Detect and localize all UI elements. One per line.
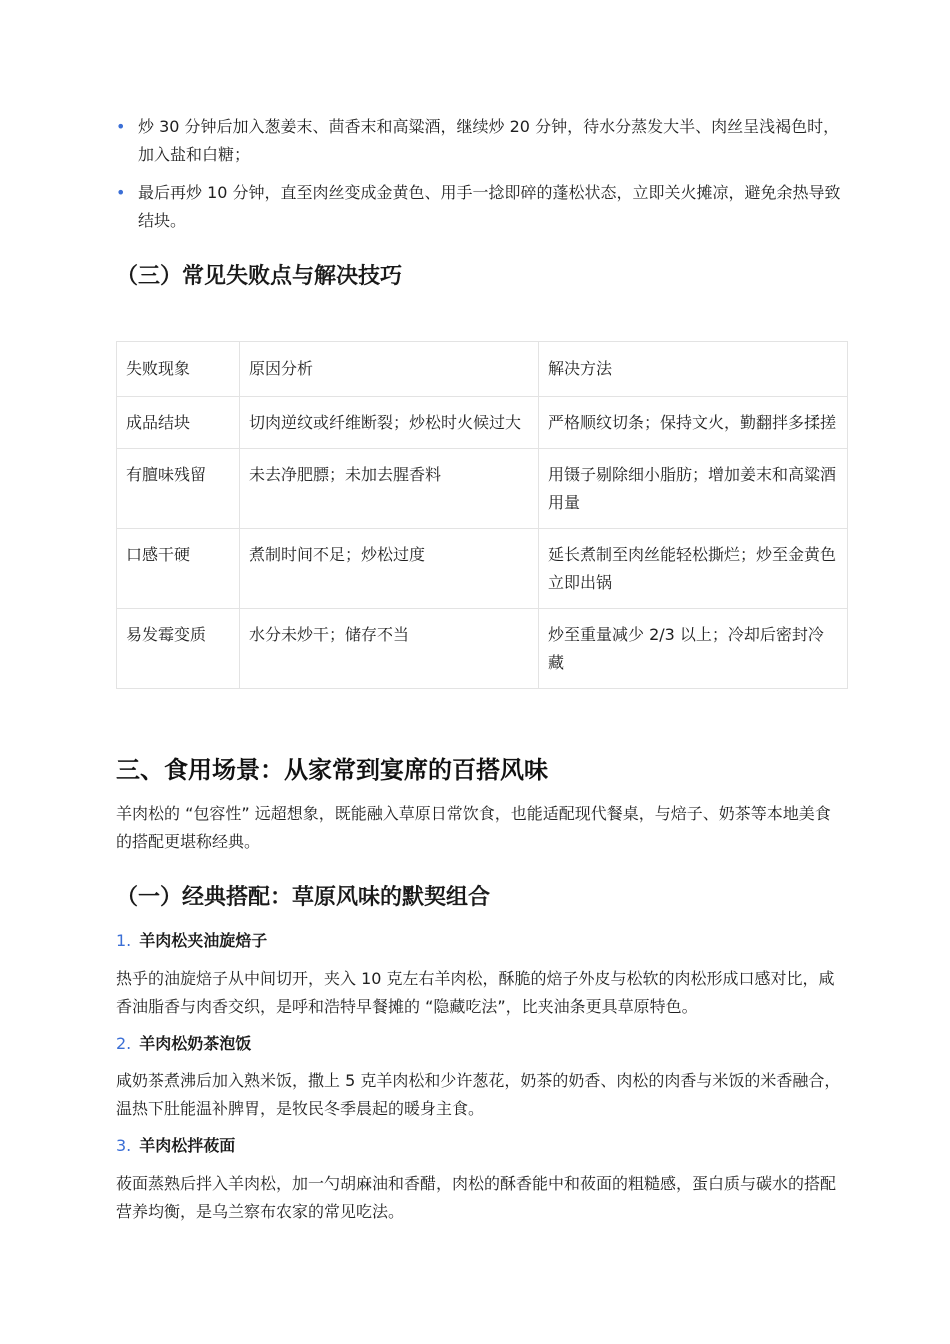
section-title-scenarios: 三、食用场景：从家常到宴席的百搭风味 [116, 756, 548, 784]
bullet-text: 最后再炒 10 分钟，直至肉丝变成金黄色、用手一捻即碎的蓬松状态，立即关火摊凉，避免余热导致结块。 [138, 183, 841, 230]
table-row [117, 609, 848, 689]
list-item [116, 179, 844, 235]
table-cell: 延长煮制至肉丝能轻松撕烂；炒至金黄色立即出锅 [539, 529, 848, 609]
item-number: 2. [116, 1034, 132, 1053]
table-cell: 易发霉变质 [117, 609, 240, 689]
bullet-icon: • [116, 117, 126, 136]
item-title: 羊肉松奶茶泡饭 [139, 1034, 252, 1053]
table-header-row [117, 342, 848, 397]
item-description: 莜面蒸熟后拌入羊肉松，加一勺胡麻油和香醋，肉松的酥香能中和莜面的粗糙感，蛋白质与碳水的搭配营养均衡，是乌兰察布农家的常见吃法。 [116, 1174, 837, 1221]
list-item [116, 113, 844, 169]
subsection-title-failures: （三）常见失败点与解决技巧 [116, 264, 403, 289]
numbered-item-title [116, 929, 267, 953]
table-cell: 水分未炒干；储存不当 [240, 609, 539, 689]
table-cell: 用镊子剔除细小脂肪；增加姜末和高粱酒用量 [539, 449, 848, 529]
table-cell: 炒至重量减少 2/3 以上；冷却后密封冷藏 [539, 609, 848, 689]
item-number: 1. [116, 931, 132, 950]
section-intro: 羊肉松的 “包容性” 远超想象，既能融入草原日常饮食，也能适配现代餐桌，与焙子、奶茶等本地美食的搭配更堪称经典。 [116, 804, 831, 851]
item-title: 羊肉松夹油旋焙子 [139, 931, 268, 950]
table-cell: 成品结块 [117, 397, 240, 449]
item-description: 咸奶茶煮沸后加入熟米饭，撒上 5 克羊肉松和少许葱花，奶茶的奶香、肉松的肉香与米饭的米香融合，温热下肚能温补脾胃，是牧民冬季晨起的暖身主食。 [116, 1071, 841, 1118]
failure-table [116, 341, 848, 689]
table-cell: 口感干硬 [117, 529, 240, 609]
table-row [117, 449, 848, 529]
subsection-title-pairings: （一）经典搭配：草原风味的默契组合 [116, 885, 491, 910]
numbered-item-title [116, 1032, 251, 1056]
table-cell: 切肉逆纹或纤维断裂；炒松时火候过大 [240, 397, 539, 449]
table-cell: 煮制时间不足；炒松过度 [240, 529, 539, 609]
table-header-cell: 原因分析 [240, 342, 539, 397]
table-cell: 严格顺纹切条；保持文火，勤翻拌多揉搓 [539, 397, 848, 449]
table-cell: 未去净肥膘；未加去腥香料 [240, 449, 539, 529]
table-header-cell: 解决方法 [539, 342, 848, 397]
table-row [117, 397, 848, 449]
item-title: 羊肉松拌莜面 [139, 1136, 236, 1155]
bullet-icon: • [116, 183, 126, 202]
table-header-cell: 失败现象 [117, 342, 240, 397]
table-row [117, 529, 848, 609]
table-cell: 有膻味残留 [117, 449, 240, 529]
bullet-text: 炒 30 分钟后加入葱姜末、茴香末和高粱酒，继续炒 20 分钟，待水分蒸发大半、肉丝呈浅褐色时，加入盐和白糖； [138, 117, 840, 164]
item-description: 热乎的油旋焙子从中间切开，夹入 10 克左右羊肉松，酥脆的焙子外皮与松软的肉松形成口感对比，咸香油脂香与肉香交织，是呼和浩特早餐摊的 “隐藏吃法”，比夹油条更具草原特色。 [116, 969, 835, 1016]
numbered-item-title [116, 1134, 235, 1158]
step-bullet-list [116, 113, 844, 245]
item-number: 3. [116, 1136, 132, 1155]
